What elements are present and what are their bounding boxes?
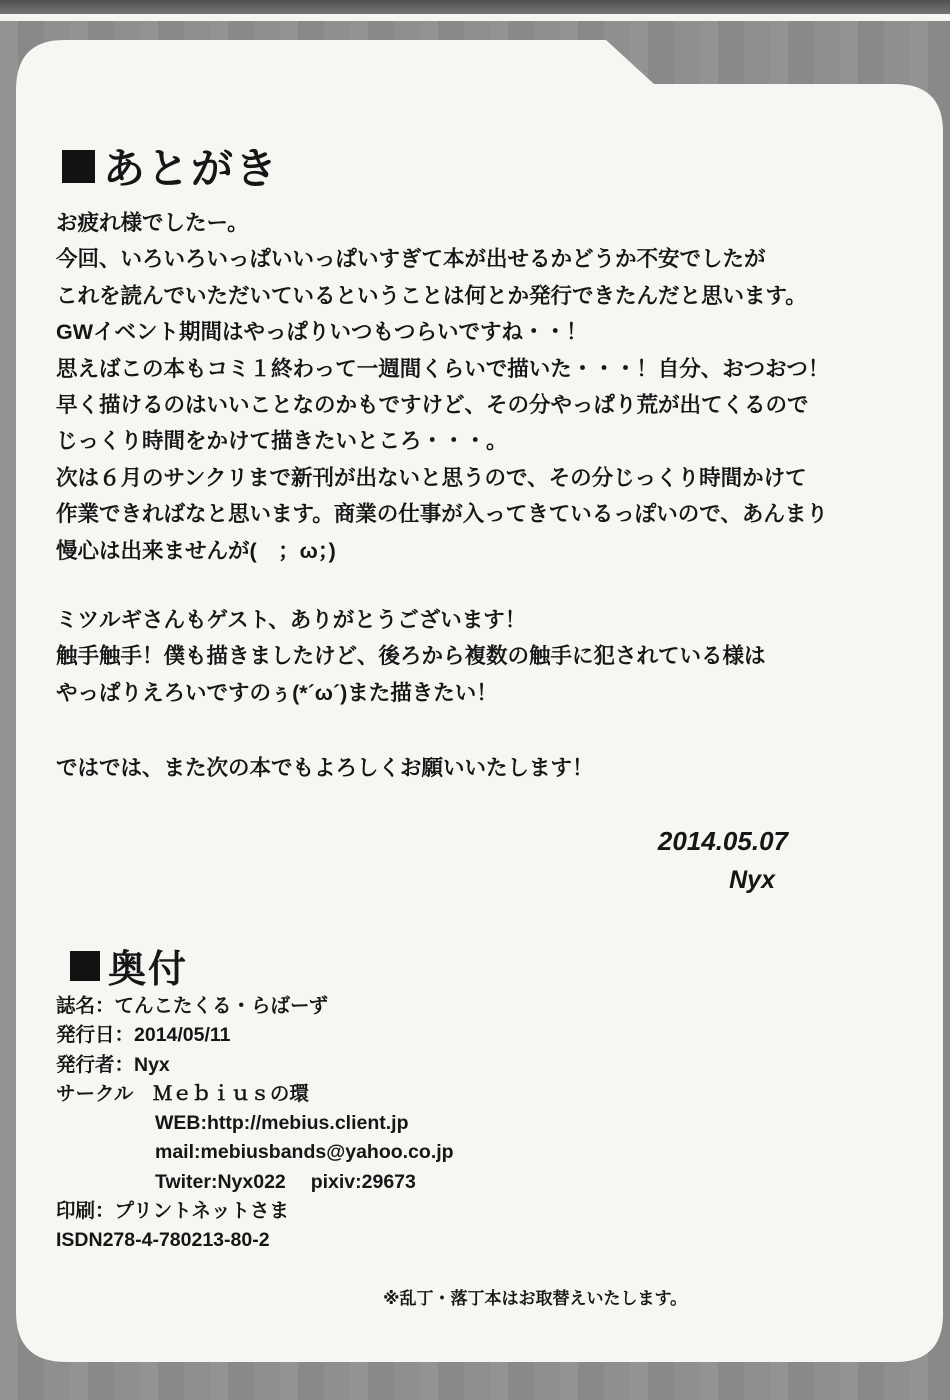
colophon-details xyxy=(56,992,454,1256)
colophon-line-isdn: ISDN278-4-780213-80-2 xyxy=(56,1229,270,1252)
afterword-text-line: 次は６月のサンクリまで新刊が出ないと思うので、その分じっくり時間かけて xyxy=(56,465,807,490)
colophon-line-title: 誌名：てんこたくる・らばーず xyxy=(56,995,329,1017)
afterword-text-line: GWイベント期間はやっぱりいつもつらいですね・・！ xyxy=(56,320,588,345)
colophon-line-pubdate: 発行日：2014/05/11 xyxy=(56,1024,231,1047)
afterword-heading xyxy=(62,136,279,196)
colophon-line-twitter-pixiv: Twiter:Nyx022 pixiv:29673 xyxy=(155,1170,416,1193)
afterword-closing xyxy=(56,750,594,786)
colophon-heading xyxy=(70,938,188,993)
colophon-line-printer: 印刷：プリントネットさま xyxy=(56,1200,290,1223)
colophon-line-web: WEB:http://mebius.client.jp xyxy=(155,1112,409,1135)
colophon-line-publisher: 発行者：Nyx xyxy=(56,1053,170,1076)
colophon-line-circle: サークル Ｍｅｂｉｕｓの環 xyxy=(56,1082,309,1105)
afterword-text-line: 作業できればなと思います。商業の仕事が入ってきているっぽいので、あんまり xyxy=(56,502,828,527)
afterword-text-line: これを読んでいただいているということは何とか発行できたんだと思います。 xyxy=(56,283,807,308)
afterword-text-line: ではでは、また次の本でもよろしくお願いいたします！ xyxy=(56,756,594,780)
date-text: 2014.05.07 xyxy=(657,826,788,856)
replacement-notice: ※乱丁・落丁本はお取替えいたします。 xyxy=(383,1289,688,1308)
afterword-heading-label: あとがき xyxy=(103,145,280,192)
afterword-text-line: 慢心は出来ませんが( ；ω；) xyxy=(56,538,336,563)
afterword-text-line: やっぱりえろいですのぅ(*´ω´)また描きたい！ xyxy=(56,680,498,705)
afterword-text-line: 今回、いろいろいっぱいいっぱいすぎて本が出せるかどうか不安でしたが xyxy=(56,247,766,272)
signature-text: Nyx xyxy=(729,866,775,894)
afterword-text-line: 触手触手！僕も描きましたけど、後ろから複数の触手に犯されている様は xyxy=(56,644,766,669)
afterword-text-line: 思えばこの本もコミ１終わって一週間くらいで描いた・・・！自分、おつおつ！ xyxy=(56,356,830,381)
section-square-icon xyxy=(70,951,100,981)
colophon-line-mail: mail:mebiusbands@yahoo.co.jp xyxy=(155,1141,454,1164)
afterword-text-line: 早く描けるのはいいことなのかもですけど、その分やっぱり荒が出てくるので xyxy=(56,393,809,418)
section-square-icon xyxy=(62,150,95,183)
afterword-text-line: お疲れ様でしたー。 xyxy=(56,211,249,235)
colophon-heading-label: 奥付 xyxy=(108,949,189,991)
afterword-text-line: じっくり時間をかけて描きたいところ・・・。 xyxy=(56,429,508,454)
afterword-paragraph-2 xyxy=(56,602,766,711)
afterword-paragraph-1 xyxy=(56,205,829,569)
afterword-text-line: ミツルギさんもゲスト、ありがとうございます！ xyxy=(56,608,527,632)
